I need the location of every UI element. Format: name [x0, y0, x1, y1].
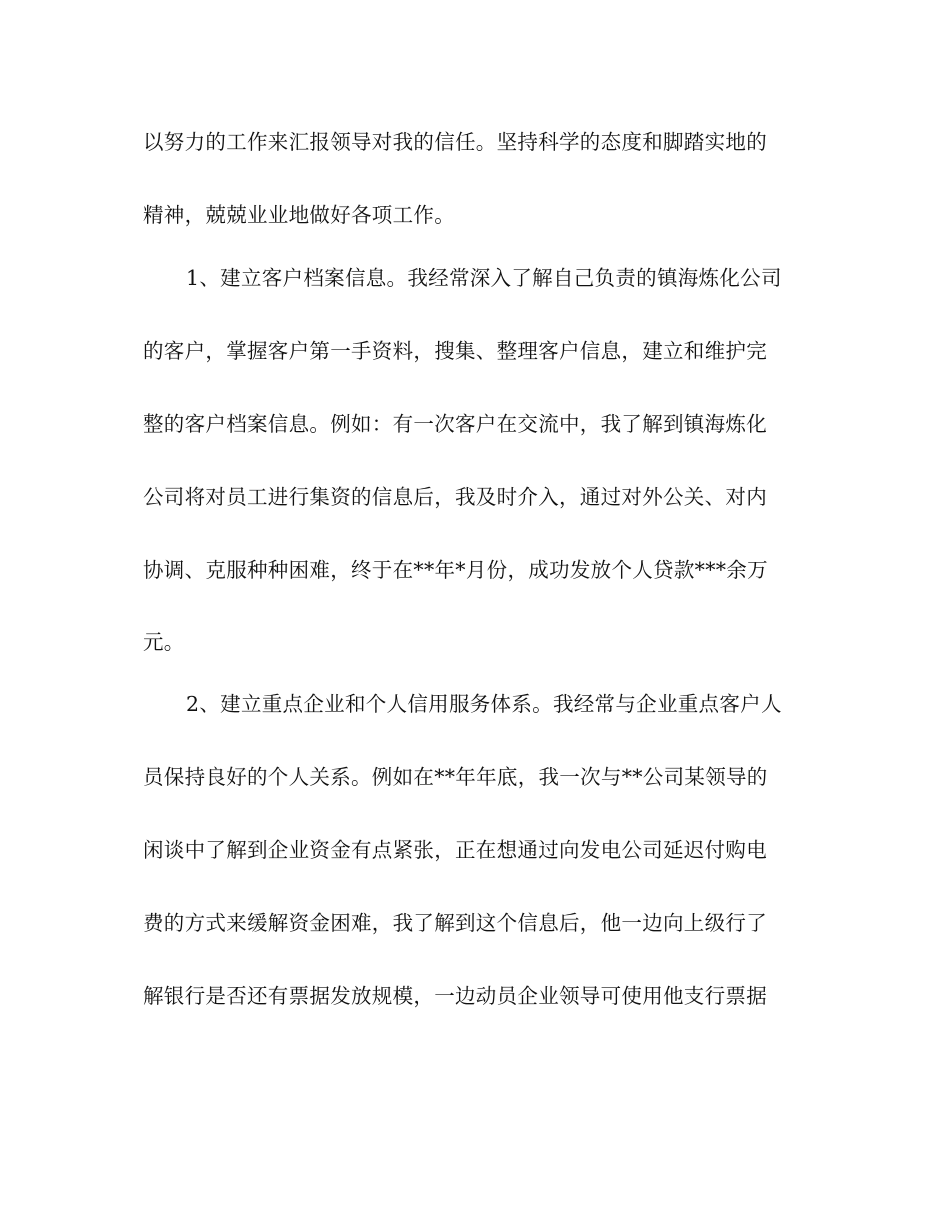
paragraph-1-first-line: 1、建立客户档案信息。我经常深入了解自己负责的镇海炼化公司 [186, 266, 782, 290]
text-line: 员保持良好的个人关系。例如在**年年底，我一次与**公司某领导的 [143, 765, 768, 789]
text-line: 闲谈中了解到企业资金有点紧张，正在想通过向发电公司延迟付购电 [143, 838, 767, 862]
text-line: 整的客户档案信息。例如：有一次客户在交流中，我了解到镇海炼化 [143, 412, 767, 436]
text-line: 以努力的工作来汇报领导对我的信任。坚持科学的态度和脚踏实地的 [143, 130, 767, 154]
text-line: 精神，兢兢业业地做好各项工作。 [143, 203, 455, 227]
text-line: 公司将对员工进行集资的信息后，我及时介入，通过对外公关、对内 [143, 485, 767, 509]
text-line: 费的方式来缓解资金困难，我了解到这个信息后，他一边向上级行了 [143, 911, 767, 935]
paragraph-2-first-line: 2、建立重点企业和个人信用服务体系。我经常与企业重点客户人 [186, 692, 782, 716]
text-line: 元。 [143, 630, 185, 654]
text-line: 协调、克服种种困难，终于在**年*月份，成功发放个人贷款***余万 [143, 558, 768, 582]
text-line: 解银行是否还有票据发放规模，一边动员企业领导可使用他支行票据 [143, 984, 767, 1008]
text-line: 的客户，掌握客户第一手资料，搜集、整理客户信息，建立和维护完 [143, 339, 767, 363]
